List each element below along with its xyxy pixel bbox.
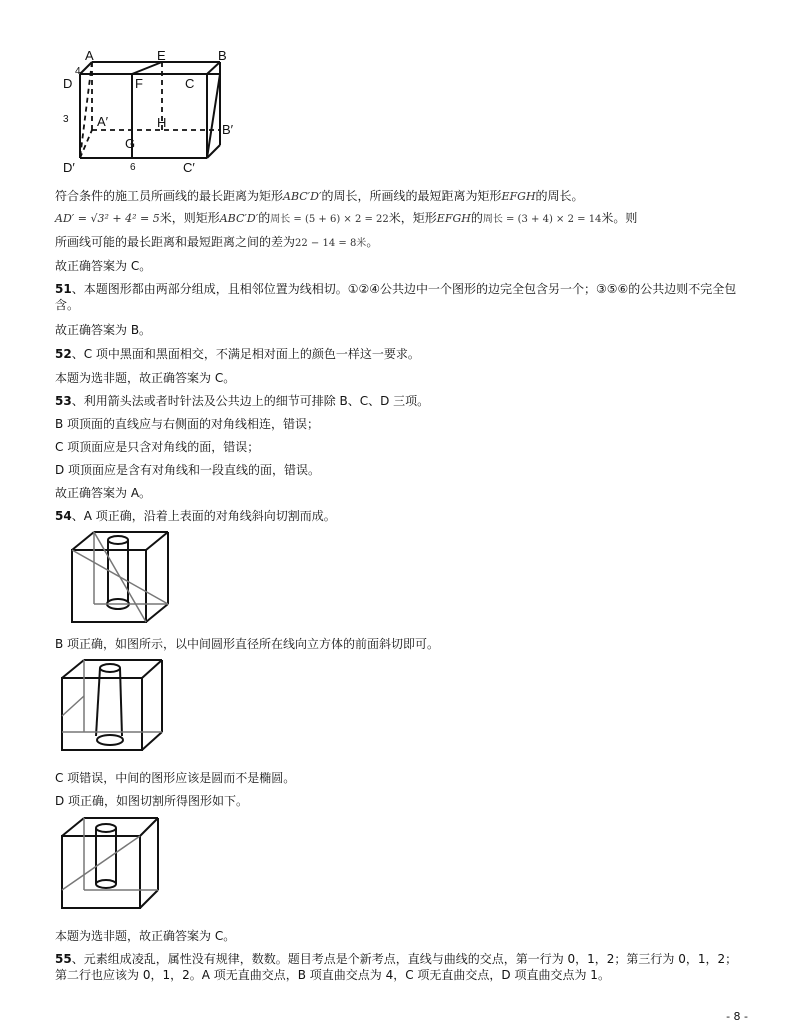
question-53-c: C 项顶面应是只含对角线的面，错误； xyxy=(55,440,260,454)
question-52 xyxy=(55,346,420,362)
text: 。 xyxy=(366,235,379,249)
text: 、本题图形都由两部分组成，且相邻位置为线相切。①②④公共边中一个图形的边完全包含另一个；③⑤⑥的公共边则不完全包含。 xyxy=(55,282,737,312)
answer-51: 故正确答案为 B。 xyxy=(55,323,152,337)
math: EFGH xyxy=(436,212,471,225)
answer-50: 故正确答案为 C。 xyxy=(55,259,152,273)
math: 周长 = (5 + 6) × 2 = 22 xyxy=(270,214,389,225)
text: 、元素组成凌乱，属性没有规律，数数。题目考点是个新考点，直线与曲线的交点，第一行为 0，1，2；第三行为 0，1，2；第二行也应该为 0，1，2。A 项无直曲交点，B 项直曲交点为 4，C 项无直曲交点，D 项直曲交点为 1。 xyxy=(55,952,738,982)
fig-label: B xyxy=(218,50,227,63)
question-51 xyxy=(55,281,745,313)
answer-52: 本题为选非题，故正确答案为 C。 xyxy=(55,371,236,385)
page-number: - 8 - xyxy=(726,1010,748,1023)
text: 米，矩形 xyxy=(388,211,437,225)
text: 、A 项正确，沿着上表面的对角线斜向切割而成。 xyxy=(71,509,336,523)
fig-label: A xyxy=(85,50,94,63)
question-number: 54 xyxy=(55,509,72,523)
question-number: 53 xyxy=(55,394,72,408)
text: 的 xyxy=(258,211,271,225)
math: EFGH xyxy=(501,190,536,203)
cube-figure-c xyxy=(58,814,168,914)
text: 的周长，所画线的最短距离为矩形 xyxy=(321,189,502,203)
text: 符合条件的施工员所画线的最长距离为矩形 xyxy=(55,189,284,203)
fig-label: G xyxy=(125,136,136,151)
math: 22 − 14 = 8米 xyxy=(295,238,367,249)
question-number: 52 xyxy=(55,347,72,361)
text: 米。则 xyxy=(601,211,638,225)
fig-label: B′ xyxy=(222,122,234,137)
text: 所画线可能的最长距离和最短距离之间的差为 xyxy=(55,235,296,249)
question-54 xyxy=(55,508,336,524)
answer-53: 故正确答案为 A。 xyxy=(55,486,152,500)
math: ABC′D′ xyxy=(219,212,259,225)
text: 、利用箭头法或者时针法及公共边上的细节可排除 B、C、D 三项。 xyxy=(71,394,430,408)
cuboid-figure xyxy=(55,50,255,180)
fig-label: D′ xyxy=(63,160,75,175)
text: 的周长。 xyxy=(535,189,584,203)
question-53-b: B 项顶面的直线应与右侧面的对角线相连，错误； xyxy=(55,417,320,431)
answer-54: 本题为选非题，故正确答案为 C。 xyxy=(55,929,236,943)
fig-label: 4 xyxy=(75,66,81,77)
math: 周长 = (3 + 4) × 2 = 14 xyxy=(482,214,602,225)
question-55 xyxy=(55,951,745,983)
question-number: 55 xyxy=(55,952,72,966)
question-53 xyxy=(55,393,429,409)
question-54-b: B 项正确，如图所示，以中间圆形直径所在线向立方体的前面斜切即可。 xyxy=(55,637,440,651)
fig-label: 6 xyxy=(130,162,136,173)
fig-label: F xyxy=(135,76,143,91)
fig-label: C′ xyxy=(183,160,195,175)
question-number: 51 xyxy=(55,282,72,296)
text: 米，则矩形 xyxy=(159,211,220,225)
text-line-3 xyxy=(55,234,378,252)
text-line-1 xyxy=(55,188,584,205)
cube-figure-b xyxy=(58,656,168,756)
question-54-d: D 项正确，如图切割所得图形如下。 xyxy=(55,794,249,808)
text: 、C 项中黑面和黑面相交，不满足相对面上的颜色一样这一要求。 xyxy=(71,347,420,361)
math: ABC′D′ xyxy=(283,190,322,203)
fig-label: H xyxy=(157,115,167,130)
fig-label: E xyxy=(157,50,166,63)
text-line-2 xyxy=(55,210,637,228)
question-53-d: D 项顶面应是含有对角线和一段直线的面，错误。 xyxy=(55,463,321,477)
cube-figure-a xyxy=(68,528,178,628)
text: 的 xyxy=(470,211,483,225)
fig-label: A′ xyxy=(97,114,109,129)
fig-label: D xyxy=(63,76,73,91)
question-54-c: C 项错误，中间的图形应该是圆而不是椭圆。 xyxy=(55,771,296,785)
fig-label: C xyxy=(185,76,195,91)
math: AD′ = √3² + 4² = 5 xyxy=(55,212,160,225)
fig-label: 3 xyxy=(63,114,69,125)
